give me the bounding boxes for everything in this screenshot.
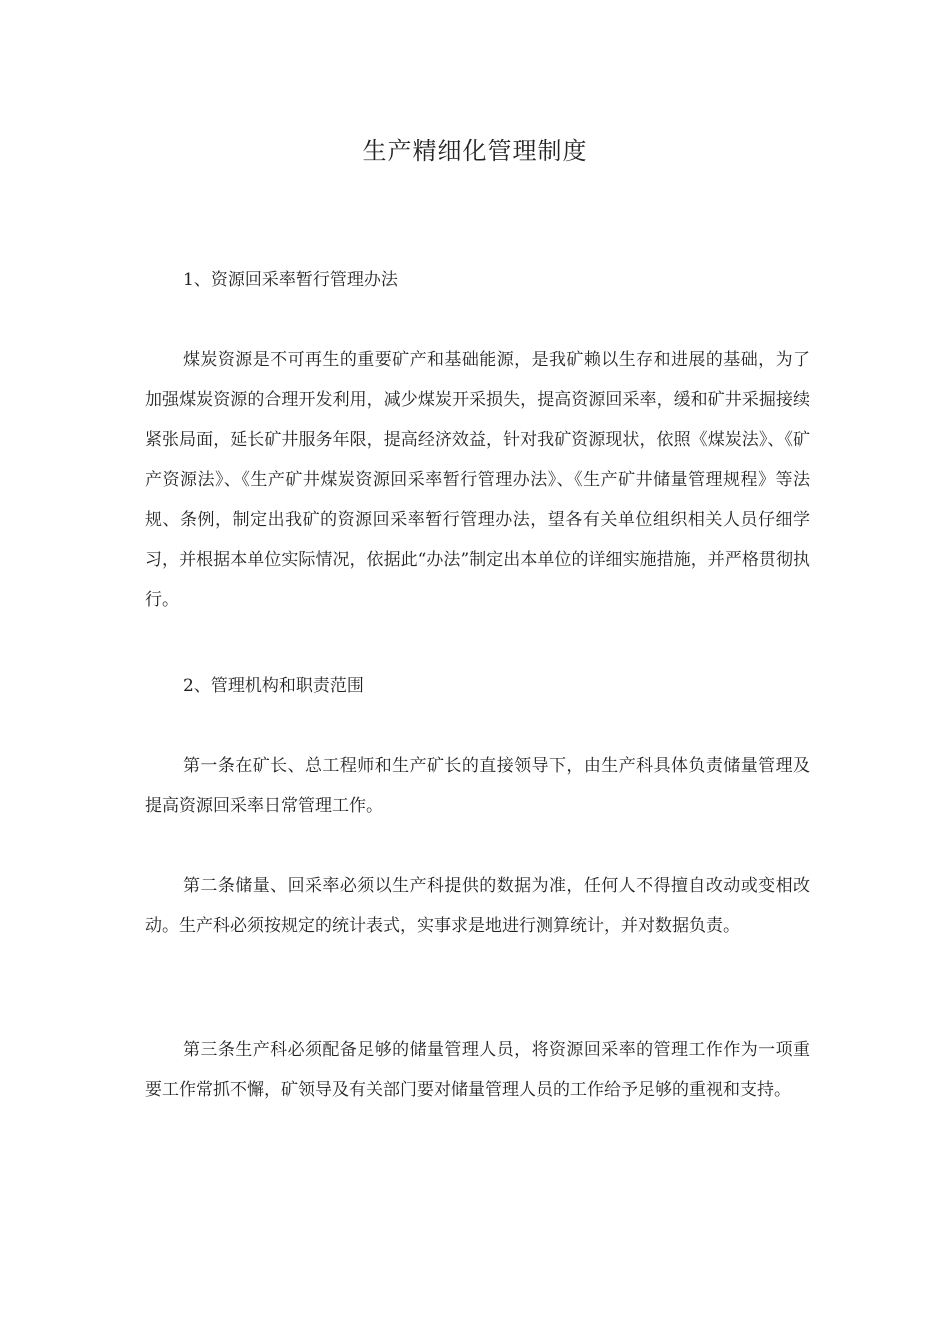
section-heading-1: 1、资源回采率暂行管理办法: [183, 270, 398, 290]
section-2-paragraph-2: 第二条储量、回采率必须以生产科提供的数据为准，任何人不得擅自改动或变相改动。生产科必须按规定的统计表式，实事求是地进行测算统计，并对数据负责。: [145, 876, 810, 936]
section-2-paragraph-1: 第一条在矿长、总工程师和生产矿长的直接领导下，由生产科具体负责储量管理及提高资源回采率日常管理工作。: [145, 756, 810, 816]
section-heading-2: 2、管理机构和职责范围: [183, 676, 364, 696]
section-2-paragraph-3: 第三条生产科必须配备足够的储量管理人员，将资源回采率的管理工作作为一项重要工作常抓不懈，矿领导及有关部门要对储量管理人员的工作给予足够的重视和支持。: [145, 1040, 810, 1100]
section-1-paragraph-1: 煤炭资源是不可再生的重要矿产和基础能源，是我矿赖以生存和进展的基础，为了加强煤炭资源的合理开发利用，减少煤炭开采损失，提高资源回采率，缓和矿井采掘接续紧张局面，延长矿井服务年限，提高经济效益，针对我矿资源现状，依照《煤炭法》、《矿产资源法》、《生产矿井煤炭资源回采率暂行管理办法》、《生产矿井储量管理规程》等法规、条例，制定出我矿的资源回采率暂行管理办法，望各有关单位组织相关人员仔细学习，并根据本单位实际情况，依据此“办法”制定出本单位的详细实施措施，并严格贯彻执行。: [145, 350, 810, 610]
document-title: 生产精细化管理制度: [362, 137, 588, 165]
